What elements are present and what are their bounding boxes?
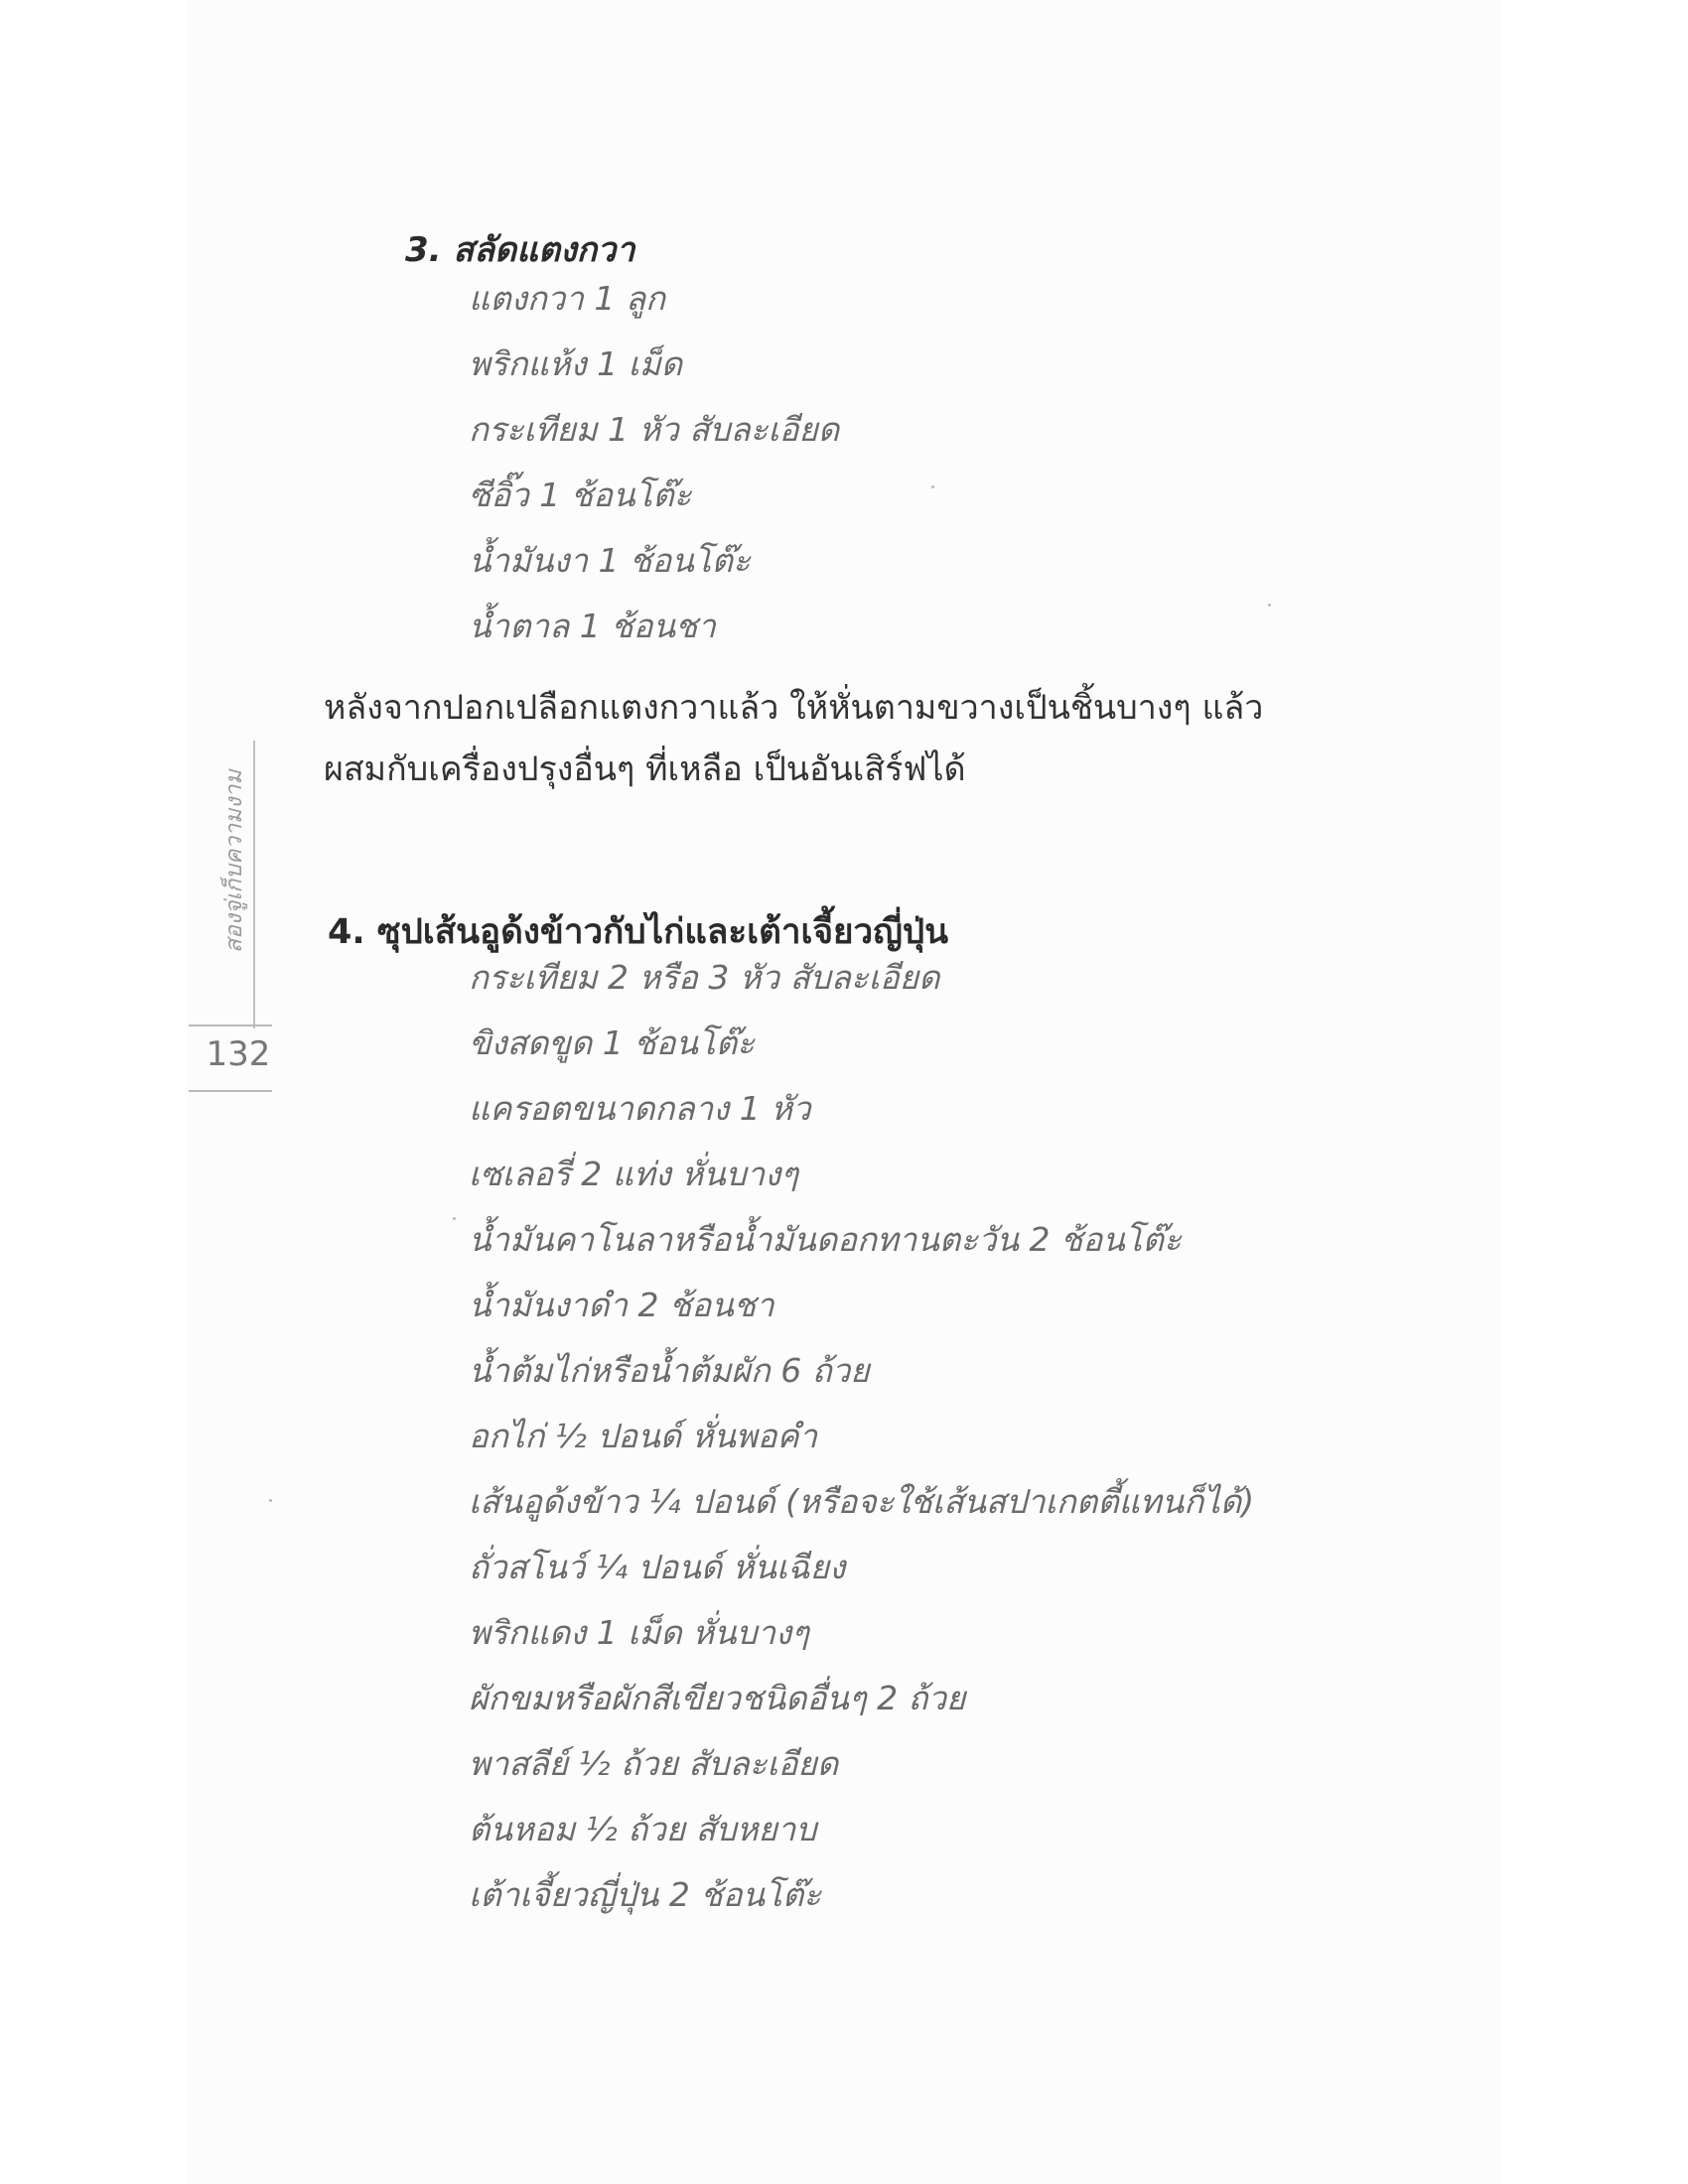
recipe-4-ingredients [469, 945, 1254, 1928]
scan-dust-speck [1268, 604, 1271, 607]
recipe-3-title: 3. สลัดแตงกวา [405, 230, 635, 271]
scan-dust-speck [931, 485, 934, 488]
side-title-rule [253, 741, 255, 1028]
ingredient-red-chili: พริกแดง 1 เม็ด หั่นบางๆ [469, 1613, 809, 1652]
ingredient-cucumber: แตงกวา 1 ลูก [469, 279, 666, 318]
ingredient-broth: น้ำต้มไก่หรือน้ำต้มผัก 6 ถ้วย [469, 1351, 870, 1390]
ingredient-celery: เซเลอรี่ 2 แท่ง หั่นบางๆ [469, 1155, 798, 1193]
ingredient-cooking-oil: น้ำมันคาโนลาหรือน้ำมันดอกทานตะวัน 2 ช้อนโต๊ะ [469, 1220, 1182, 1259]
scan-dust-speck [269, 1499, 272, 1502]
instruction-line: หลังจากปอกเปลือกแตงกวาแล้ว ให้หั่นตามขวางเป็นชิ้นบางๆ แล้ว [324, 688, 1264, 728]
recipe-4-title: 4. ซุปเส้นอูด้งข้าวกับไก่และเต้าเจี้ยวญี่ปุ่น [328, 912, 949, 953]
instruction-line: ผสมกับเครื่องปรุงอื่นๆ ที่เหลือ เป็นอันเสิร์ฟได้ [324, 750, 966, 789]
ingredient-snow-peas: ถั่วสโนว์ ¼ ปอนด์ หั่นเฉียง [469, 1548, 846, 1586]
ingredient-chicken-breast: อกไก่ ½ ปอนด์ หั่นพอคำ [469, 1417, 818, 1455]
ingredient-carrot: แครอตขนาดกลาง 1 หัว [469, 1089, 811, 1128]
page-number-top-rule [189, 1024, 272, 1026]
ingredient-soy-sauce: ซีอิ๊ว 1 ช้อนโต๊ะ [469, 476, 692, 514]
ingredient-black-sesame-oil: น้ำมันงาดำ 2 ช้อนชา [469, 1286, 774, 1324]
page-number-bottom-rule [189, 1090, 272, 1092]
ingredient-ginger: ขิงสดขูด 1 ช้อนโต๊ะ [469, 1024, 755, 1062]
ingredient-spinach: ผักขมหรือผักสีเขียวชนิดอื่นๆ 2 ถ้วย [469, 1679, 966, 1717]
ingredient-rice-udon: เส้นอูด้งข้าว ¼ ปอนด์ (หรือจะใช้เส้นสปาเกตตี้แทนก็ได้) [469, 1482, 1255, 1521]
ingredient-miso: เต้าเจี้ยวญี่ปุ่น 2 ช้อนโต๊ะ [469, 1875, 821, 1914]
ingredient-sugar: น้ำตาล 1 ช้อนชา [469, 607, 716, 645]
ingredient-garlic: กระเทียม 1 หัว สับละเอียด [469, 410, 840, 449]
ingredient-green-onion: ต้นหอม ½ ถ้วย สับหยาบ [469, 1810, 817, 1848]
scan-dust-speck [453, 1217, 456, 1220]
ingredient-dried-chili: พริกแห้ง 1 เม็ด [469, 344, 683, 383]
recipe-3-ingredients [469, 266, 839, 659]
ingredient-sesame-oil: น้ำมันงา 1 ช้อนโต๊ะ [469, 541, 751, 580]
page-number: 132 [206, 1034, 271, 1074]
ingredient-garlic: กระเทียม 2 หรือ 3 หัว สับละเอียด [469, 958, 940, 997]
ingredient-parsley: พาสลีย์ ½ ถ้วย สับละเอียด [469, 1744, 839, 1783]
recipe-3-instructions [324, 677, 1376, 800]
running-title: สองจู่เก็บความงาม [221, 769, 247, 953]
